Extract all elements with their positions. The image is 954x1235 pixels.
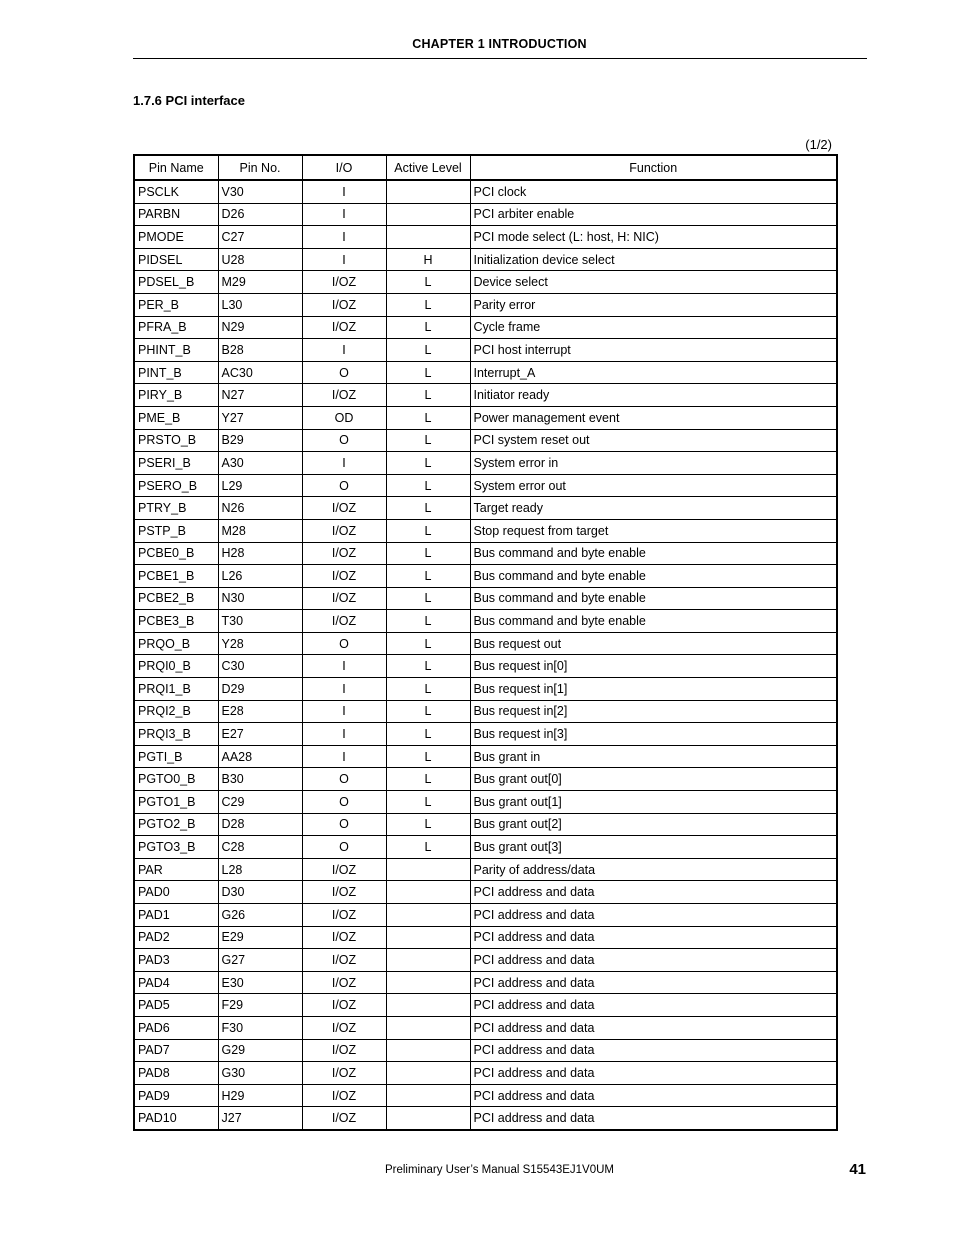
pin-name-cell: PAD1 [134,904,218,927]
table-row [134,723,837,746]
pin-no-cell: B30 [218,768,302,791]
io-cell: OD [302,406,386,429]
io-cell: O [302,768,386,791]
io-cell: I/OZ [302,293,386,316]
active-level-cell: L [386,474,470,497]
pin-no-cell: C28 [218,836,302,859]
table-row [134,361,837,384]
function-cell: Bus grant out[2] [470,813,837,836]
pin-name-cell: PIDSEL [134,248,218,271]
pin-name-cell: PRSTO_B [134,429,218,452]
function-cell: PCI address and data [470,904,837,927]
function-cell: System error in [470,452,837,475]
active-level-cell: L [386,384,470,407]
active-level-cell: L [386,339,470,362]
table-row [134,610,837,633]
pin-name-cell: PGTI_B [134,745,218,768]
function-cell: PCI clock [470,180,837,203]
pin-name-cell: PSERO_B [134,474,218,497]
function-cell: Bus grant in [470,745,837,768]
pin-name-cell: PSERI_B [134,452,218,475]
table-row [134,339,837,362]
table-row [134,1107,837,1130]
function-cell: Bus command and byte enable [470,610,837,633]
io-cell: I [302,180,386,203]
io-cell: I/OZ [302,858,386,881]
table-row [134,632,837,655]
pin-no-cell: H29 [218,1084,302,1107]
pin-name-cell: PAD10 [134,1107,218,1130]
pin-name-cell: PGTO0_B [134,768,218,791]
io-cell: I/OZ [302,271,386,294]
pin-name-cell: PAD2 [134,926,218,949]
pin-no-cell: AA28 [218,745,302,768]
table-row [134,994,837,1017]
column-header-function: Function [470,155,837,180]
table-row [134,836,837,859]
pin-no-cell: Y28 [218,632,302,655]
pin-no-cell: N26 [218,497,302,520]
table-row [134,1016,837,1039]
pin-name-cell: PCBE0_B [134,542,218,565]
active-level-cell: L [386,632,470,655]
table-row [134,248,837,271]
section-title: 1.7.6 PCI interface [133,93,245,108]
table-row [134,497,837,520]
function-cell: Bus request in[3] [470,723,837,746]
function-cell: Power management event [470,406,837,429]
pin-name-cell: PFRA_B [134,316,218,339]
pin-name-cell: PRQO_B [134,632,218,655]
table-row [134,700,837,723]
function-cell: System error out [470,474,837,497]
io-cell: I/OZ [302,926,386,949]
io-cell: I/OZ [302,1062,386,1085]
function-cell: PCI address and data [470,971,837,994]
table-row [134,971,837,994]
pin-name-cell: PRQI3_B [134,723,218,746]
table-page-indicator: (1/2) [805,137,832,152]
io-cell: I/OZ [302,949,386,972]
function-cell: Bus request in[1] [470,678,837,701]
active-level-cell [386,180,470,203]
active-level-cell: L [386,542,470,565]
pin-no-cell: D30 [218,881,302,904]
io-cell: I/OZ [302,1107,386,1130]
active-level-cell: L [386,429,470,452]
header-divider [133,58,867,59]
pin-no-cell: H28 [218,542,302,565]
pin-no-cell: E29 [218,926,302,949]
io-cell: I/OZ [302,587,386,610]
table-row [134,406,837,429]
io-cell: I/OZ [302,316,386,339]
active-level-cell: L [386,610,470,633]
pin-name-cell: PARBN [134,203,218,226]
table-row [134,904,837,927]
function-cell: Bus grant out[3] [470,836,837,859]
function-cell: PCI address and data [470,926,837,949]
function-cell: Interrupt_A [470,361,837,384]
pin-name-cell: PIRY_B [134,384,218,407]
pin-no-cell: B29 [218,429,302,452]
function-cell: Bus request in[2] [470,700,837,723]
active-level-cell: L [386,813,470,836]
table-row [134,474,837,497]
pin-name-cell: PME_B [134,406,218,429]
table-row [134,226,837,249]
active-level-cell [386,203,470,226]
function-cell: Target ready [470,497,837,520]
active-level-cell: L [386,406,470,429]
io-cell: I/OZ [302,904,386,927]
pin-no-cell: F30 [218,1016,302,1039]
function-cell: Bus command and byte enable [470,587,837,610]
pin-name-cell: PMODE [134,226,218,249]
table-row [134,565,837,588]
column-header-io: I/O [302,155,386,180]
io-cell: I/OZ [302,1016,386,1039]
io-cell: I [302,452,386,475]
active-level-cell [386,881,470,904]
pin-no-cell: V30 [218,180,302,203]
io-cell: I [302,248,386,271]
io-cell: I/OZ [302,994,386,1017]
table-row [134,881,837,904]
io-cell: O [302,791,386,814]
table-row [134,949,837,972]
table-row [134,316,837,339]
io-cell: I/OZ [302,542,386,565]
table-row [134,203,837,226]
table-row [134,745,837,768]
pin-no-cell: L26 [218,565,302,588]
pin-name-cell: PINT_B [134,361,218,384]
pin-name-cell: PAD3 [134,949,218,972]
function-cell: PCI mode select (L: host, H: NIC) [470,226,837,249]
pin-name-cell: PGTO3_B [134,836,218,859]
table-row [134,519,837,542]
pin-name-cell: PAD8 [134,1062,218,1085]
table-row [134,1084,837,1107]
table-row [134,813,837,836]
active-level-cell: L [386,497,470,520]
active-level-cell [386,226,470,249]
table-body [134,180,837,1130]
io-cell: I [302,745,386,768]
table-row [134,768,837,791]
function-cell: PCI address and data [470,1016,837,1039]
pin-no-cell: E27 [218,723,302,746]
active-level-cell [386,858,470,881]
pin-no-cell: B28 [218,339,302,362]
function-cell: PCI address and data [470,1039,837,1062]
io-cell: I [302,203,386,226]
pin-no-cell: D28 [218,813,302,836]
pin-no-cell: M29 [218,271,302,294]
column-header-pin-no: Pin No. [218,155,302,180]
active-level-cell: L [386,678,470,701]
active-level-cell: L [386,768,470,791]
table-row [134,180,837,203]
pin-name-cell: PHINT_B [134,339,218,362]
pin-no-cell: L29 [218,474,302,497]
pin-name-cell: PAD9 [134,1084,218,1107]
function-cell: Parity of address/data [470,858,837,881]
active-level-cell: L [386,316,470,339]
function-cell: PCI address and data [470,1107,837,1130]
table-row [134,384,837,407]
pin-no-cell: C29 [218,791,302,814]
pin-name-cell: PDSEL_B [134,271,218,294]
active-level-cell: L [386,745,470,768]
pin-no-cell: G30 [218,1062,302,1085]
function-cell: PCI arbiter enable [470,203,837,226]
io-cell: I [302,700,386,723]
active-level-cell: L [386,791,470,814]
column-header-pin-name: Pin Name [134,155,218,180]
pin-no-cell: D26 [218,203,302,226]
function-cell: Bus grant out[0] [470,768,837,791]
table-row [134,1039,837,1062]
active-level-cell: L [386,836,470,859]
pin-no-cell: N30 [218,587,302,610]
function-cell: PCI address and data [470,994,837,1017]
active-level-cell: L [386,452,470,475]
function-cell: PCI address and data [470,1062,837,1085]
active-level-cell: L [386,723,470,746]
io-cell: I/OZ [302,881,386,904]
io-cell: I/OZ [302,971,386,994]
pin-name-cell: PAD4 [134,971,218,994]
pin-name-cell: PAD6 [134,1016,218,1039]
pin-name-cell: PAD7 [134,1039,218,1062]
active-level-cell [386,1039,470,1062]
table-row [134,587,837,610]
io-cell: I [302,339,386,362]
pin-name-cell: PRQI2_B [134,700,218,723]
table-row [134,926,837,949]
io-cell: O [302,813,386,836]
pin-name-cell: PRQI1_B [134,678,218,701]
function-cell: PCI address and data [470,1084,837,1107]
active-level-cell [386,1107,470,1130]
active-level-cell: L [386,565,470,588]
pin-no-cell: AC30 [218,361,302,384]
function-cell: PCI system reset out [470,429,837,452]
table-row [134,429,837,452]
active-level-cell: L [386,271,470,294]
pin-no-cell: N27 [218,384,302,407]
function-cell: PCI address and data [470,949,837,972]
io-cell: I/OZ [302,497,386,520]
function-cell: Bus command and byte enable [470,542,837,565]
column-header-active-level: Active Level [386,155,470,180]
pin-no-cell: J27 [218,1107,302,1130]
pin-name-cell: PGTO1_B [134,791,218,814]
table-row [134,452,837,475]
function-cell: Cycle frame [470,316,837,339]
active-level-cell: L [386,519,470,542]
io-cell: O [302,361,386,384]
io-cell: I [302,226,386,249]
pin-no-cell: L30 [218,293,302,316]
io-cell: I/OZ [302,610,386,633]
pin-no-cell: G27 [218,949,302,972]
table-row [134,858,837,881]
active-level-cell: L [386,700,470,723]
table-row [134,271,837,294]
pin-no-cell: F29 [218,994,302,1017]
pin-no-cell: C30 [218,655,302,678]
active-level-cell: L [386,361,470,384]
pin-no-cell: T30 [218,610,302,633]
chapter-header: CHAPTER 1 INTRODUCTION [412,37,587,51]
active-level-cell [386,926,470,949]
pin-no-cell: G26 [218,904,302,927]
io-cell: I [302,655,386,678]
io-cell: I [302,723,386,746]
active-level-cell [386,949,470,972]
pin-no-cell: G29 [218,1039,302,1062]
pin-no-cell: Y27 [218,406,302,429]
pin-no-cell: A30 [218,452,302,475]
table-row [134,678,837,701]
pin-name-cell: PRQI0_B [134,655,218,678]
pin-no-cell: E30 [218,971,302,994]
io-cell: O [302,836,386,859]
function-cell: Parity error [470,293,837,316]
active-level-cell [386,1084,470,1107]
function-cell: PCI address and data [470,881,837,904]
pin-name-cell: PCBE3_B [134,610,218,633]
io-cell: O [302,429,386,452]
active-level-cell [386,904,470,927]
pci-pin-table [133,154,838,1131]
page-number: 41 [849,1161,866,1178]
pin-no-cell: M28 [218,519,302,542]
io-cell: I/OZ [302,1084,386,1107]
pin-no-cell: U28 [218,248,302,271]
function-cell: Stop request from target [470,519,837,542]
pin-no-cell: L28 [218,858,302,881]
active-level-cell [386,1062,470,1085]
pin-name-cell: PSCLK [134,180,218,203]
io-cell: O [302,632,386,655]
table-row [134,1062,837,1085]
table-row [134,293,837,316]
pin-no-cell: D29 [218,678,302,701]
active-level-cell [386,994,470,1017]
pin-no-cell: C27 [218,226,302,249]
function-cell: Bus command and byte enable [470,565,837,588]
pin-name-cell: PER_B [134,293,218,316]
active-level-cell: L [386,655,470,678]
active-level-cell: L [386,587,470,610]
active-level-cell: H [386,248,470,271]
function-cell: Bus grant out[1] [470,791,837,814]
pin-name-cell: PSTP_B [134,519,218,542]
pin-name-cell: PGTO2_B [134,813,218,836]
function-cell: Bus request out [470,632,837,655]
pin-no-cell: N29 [218,316,302,339]
active-level-cell [386,971,470,994]
io-cell: I/OZ [302,565,386,588]
table-row [134,655,837,678]
pin-name-cell: PAR [134,858,218,881]
table-row [134,542,837,565]
io-cell: I/OZ [302,384,386,407]
table-header-row [134,155,837,180]
active-level-cell: L [386,293,470,316]
active-level-cell [386,1016,470,1039]
pin-name-cell: PCBE2_B [134,587,218,610]
function-cell: Bus request in[0] [470,655,837,678]
function-cell: Device select [470,271,837,294]
pin-name-cell: PCBE1_B [134,565,218,588]
function-cell: Initiator ready [470,384,837,407]
io-cell: I [302,678,386,701]
pin-name-cell: PTRY_B [134,497,218,520]
pin-name-cell: PAD5 [134,994,218,1017]
pin-name-cell: PAD0 [134,881,218,904]
io-cell: O [302,474,386,497]
pin-no-cell: E28 [218,700,302,723]
table-row [134,791,837,814]
function-cell: PCI host interrupt [470,339,837,362]
function-cell: Initialization device select [470,248,837,271]
footer-manual-title: Preliminary User’s Manual S15543EJ1V0UM [384,1164,615,1176]
io-cell: I/OZ [302,1039,386,1062]
io-cell: I/OZ [302,519,386,542]
